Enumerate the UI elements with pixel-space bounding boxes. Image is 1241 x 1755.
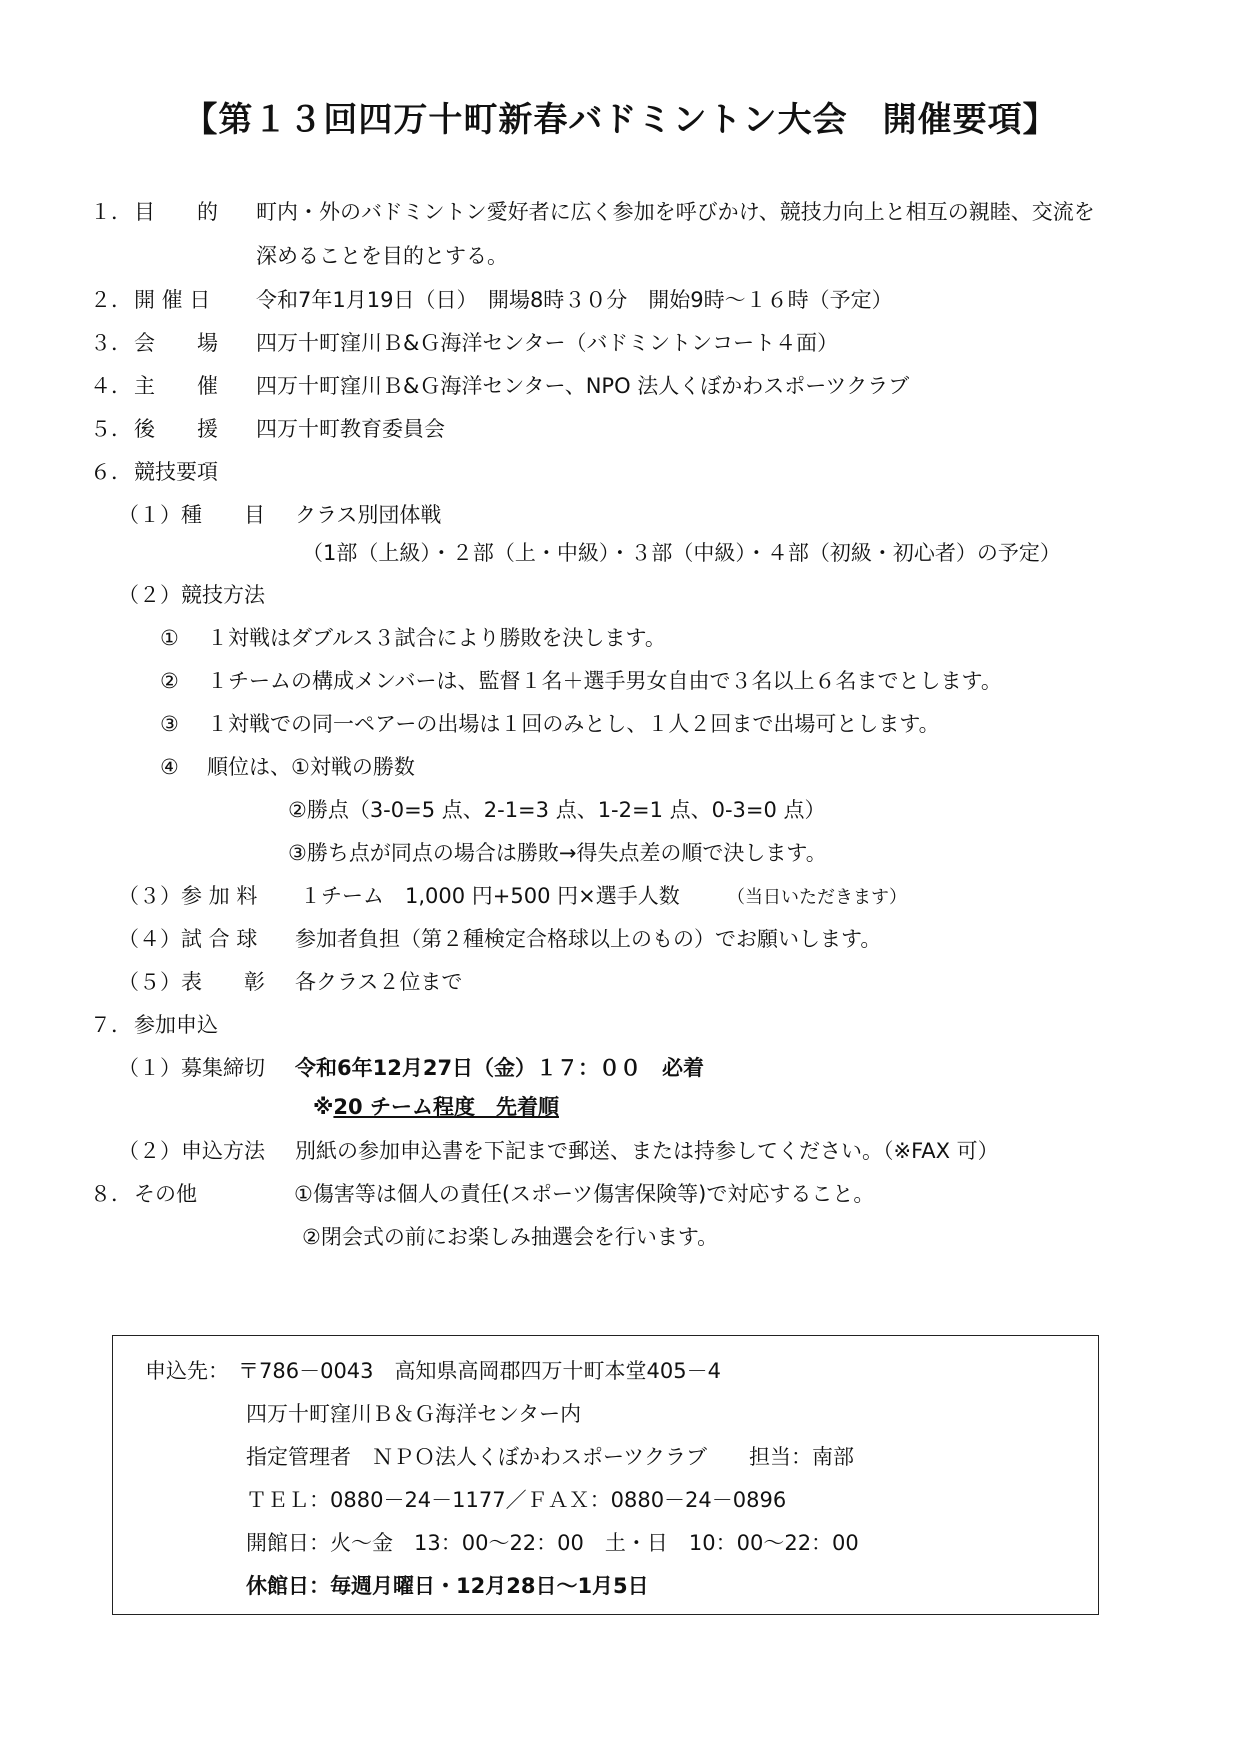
s6-rule-4-line-3: ③勝ち点が同点の場合は勝敗→得失点差の順で決します。 [288,841,827,865]
section-4-heading: 主 催 [134,374,218,398]
s6-item-1-label: （１）種 目 [118,503,265,527]
s6-item-5-label: （５）表 彰 [118,970,265,994]
s6-rule-1-mark: ① [160,626,179,650]
s8-note-1: ①傷害等は個人の責任(スポーツ傷害保険等)で対応すること。 [294,1182,875,1206]
section-3-number: ３． [90,331,132,355]
section-1-heading: 目 的 [134,200,218,224]
s6-item-2-label: （２）競技方法 [118,583,265,607]
s6-rule-3-mark: ③ [160,712,179,736]
section-4-number: ４． [90,374,132,398]
page-title: 【第１３回四万十町新春バドミントン大会 開催要項】 [183,100,1058,140]
s7-item-2-text: 別紙の参加申込書を下記まで郵送、または持参してください。（※FAX 可） [295,1139,999,1163]
s6-rule-3-text: １対戦での同一ペアーの出場は１回のみとし、１人２回まで出場可とします。 [207,712,940,736]
contact-hours: 開館日：火～金 13：00～22：00 土・日 10：00～22：00 [246,1531,859,1555]
section-8-number: ８． [90,1182,132,1206]
s6-item-1-cont: （1部（上級）・２部（上・中級）・３部（中級）・４部（初級・初心者）の予定） [302,541,1061,565]
contact-place: 四万十町窪川Ｂ＆Ｇ海洋センター内 [246,1402,582,1426]
section-8-heading: その他 [134,1182,197,1206]
s6-item-1-text: クラス別団体戦 [295,503,442,527]
contact-address: 〒786－0043 高知県高岡郡四万十町本堂405－4 [238,1359,721,1383]
section-2-heading: 開 催 日 [134,288,211,312]
s7-item-2-label: （２）申込方法 [118,1139,265,1163]
contact-manager: 指定管理者 ＮＰＯ法人くぼかわスポーツクラブ 担当：南部 [246,1445,854,1469]
section-5-text: 四万十町教育委員会 [256,417,445,441]
s7-deadline: 令和6年12月27日（金）１７：００ 必着 [295,1056,705,1080]
section-5-number: ５． [90,417,132,441]
s6-item-3-label: （３）参 加 料 [118,884,258,908]
s7-deadline-note-prefix: ※ [313,1095,334,1119]
s6-rule-2-text: １チームの構成メンバーは、監督１名＋選手男女自由で３名以上６名までとします。 [207,669,1002,693]
s7-item-1-label: （１）募集締切 [118,1056,265,1080]
section-6-number: ６． [90,460,132,484]
s6-rule-1-text: １対戦はダブルス３試合により勝敗を決します。 [207,626,666,650]
s6-item-3-note: （当日いただきます） [727,887,907,908]
s6-item-4-text: 参加者負担（第２種検定合格球以上のもの）でお願いします。 [295,927,882,951]
s6-rule-4-mark: ④ [160,755,179,779]
section-7-heading: 参加申込 [134,1013,218,1037]
section-6-heading: 競技要項 [134,460,218,484]
contact-closed-days: 休館日：毎週月曜日・12月28日～1月5日 [246,1574,649,1598]
s6-item-3-text: １チーム 1,000 円+500 円×選手人数 [300,884,680,908]
section-3-text: 四万十町窪川Ｂ&Ｇ海洋センター（バドミントンコート４面） [256,331,839,355]
s6-item-5-text: 各クラス２位まで [295,970,463,994]
section-3-heading: 会 場 [134,331,218,355]
contact-tel-fax: ＴＥＬ：0880－24－1177／ＦＡＸ：0880－24－0896 [246,1488,787,1512]
section-2-text: 令和7年1月19日（日） 開場8時３０分 開始9時～１６時（予定） [256,288,893,312]
s8-note-2: ②閉会式の前にお楽しみ抽選会を行います。 [302,1225,719,1249]
section-4-text: 四万十町窪川Ｂ&Ｇ海洋センター、NPO 法人くぼかわスポーツクラブ [256,374,910,398]
section-1-text-cont: 深めることを目的とする。 [256,244,508,268]
s6-rule-2-mark: ② [160,669,179,693]
section-2-number: ２． [90,288,132,312]
section-5-heading: 後 援 [134,417,218,441]
s7-deadline-note [313,1092,559,1122]
section-7-number: ７． [90,1013,132,1037]
s6-rule-4-text: 順位は、①対戦の勝数 [207,755,415,779]
contact-label: 申込先： [145,1359,229,1383]
section-1-text: 町内・外のバドミントン愛好者に広く参加を呼びかけ、競技力向上と相互の親睦、交流を [256,200,1095,224]
section-1-number: １． [90,200,132,224]
s6-item-4-label: （４）試 合 球 [118,927,258,951]
s6-rule-4-line-2: ②勝点（3-0=5 点、2-1=3 点、1-2=1 点、0-3=0 点） [288,798,826,822]
s7-deadline-note-text: 20 チーム程度 先着順 [333,1095,559,1119]
